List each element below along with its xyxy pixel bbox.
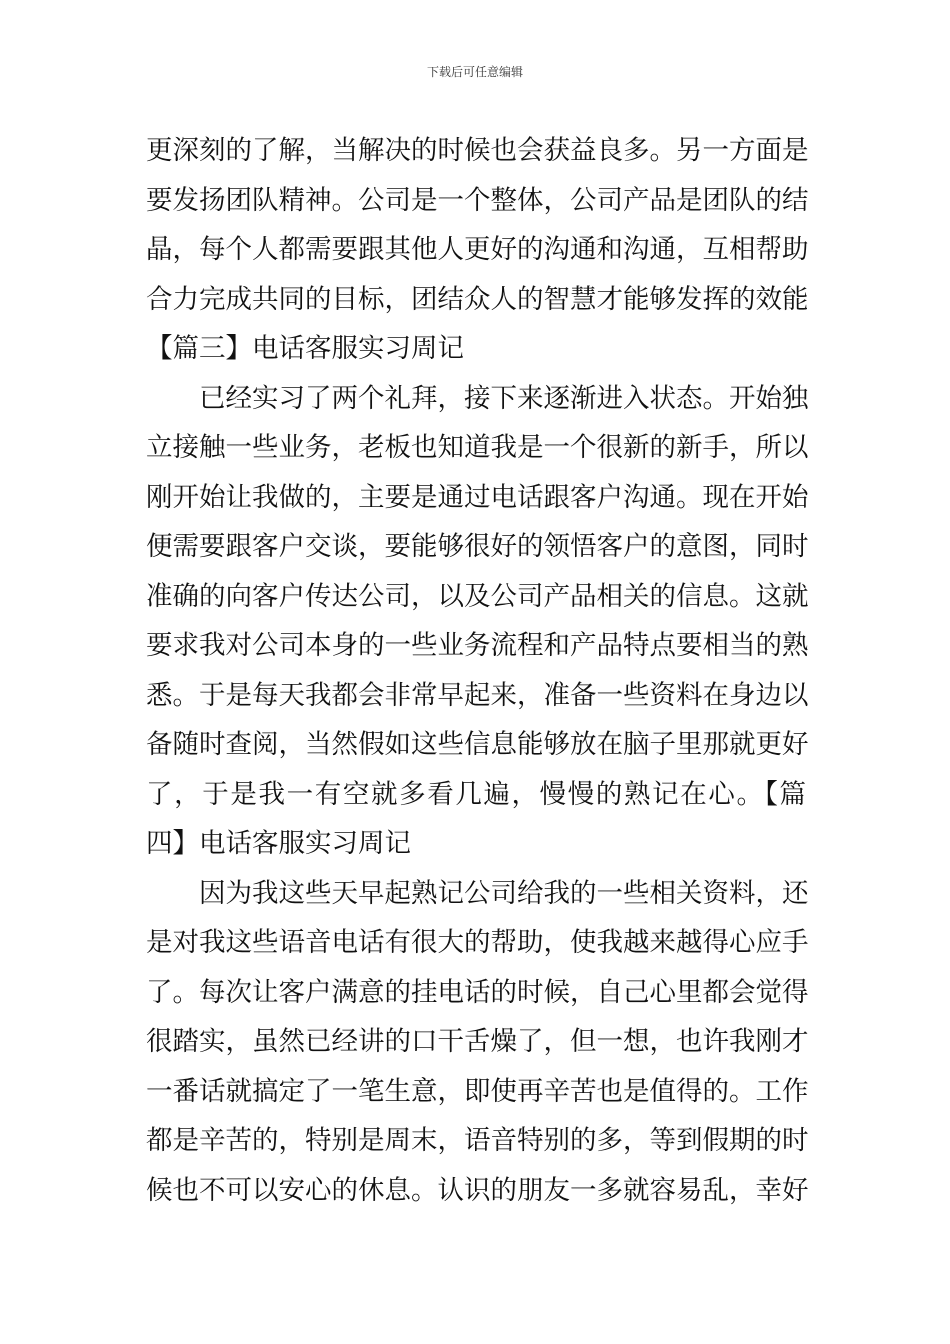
text-line: 是对我这些语音电话有很大的帮助，使我越来越得心应手 — [146, 927, 809, 958]
text-line: 更深刻的了解，当解决的时候也会获益良多。另一方面是 — [146, 135, 809, 166]
text-line: 都是辛苦的，特别是周末，语音特别的多，等到假期的时 — [146, 1125, 809, 1156]
text-line: 要求我对公司本身的一些业务流程和产品特点要相当的熟 — [146, 630, 809, 661]
paragraph-first-line: 因为我这些天早起熟记公司给我的一些相关资料，还 — [199, 877, 809, 909]
text-line: 一番话就搞定了一笔生意，即使再辛苦也是值得的。工作 — [146, 1075, 809, 1107]
text-line: 晶，每个人都需要跟其他人更好的沟通和沟通，互相帮助 — [146, 234, 809, 265]
text-line: 了。每次让客户满意的挂电话的时候，自己心里都会觉得 — [146, 976, 809, 1008]
paragraph-first-line: 已经实习了两个礼拜，接下来逐渐进入状态。开始独 — [199, 382, 809, 414]
text-line: 要发扬团队精神。公司是一个整体，公司产品是团队的结 — [146, 184, 809, 216]
text-line: 便需要跟客户交谈，要能够很好的领悟客户的意图，同时 — [146, 531, 809, 562]
text-line: 很踏实，虽然已经讲的口干舌燥了，但一想，也许我刚才 — [146, 1026, 809, 1057]
text-line: 准确的向客户传达公司，以及公司产品相关的信息。这就 — [146, 580, 809, 612]
text-line: 刚开始让我做的，主要是通过电话跟客户沟通。现在开始 — [146, 481, 809, 513]
document-body — [146, 126, 809, 1215]
page-header: 下载后可任意编辑 — [426, 65, 523, 79]
text-line: 了，于是我一有空就多看几遍，慢慢的熟记在心。【篇 — [146, 778, 806, 810]
text-line: 悉。于是每天我都会非常早起来，准备一些资料在身边以 — [146, 679, 809, 711]
text-line: 备随时查阅，当然假如这些信息能够放在脑子里那就更好 — [146, 729, 809, 760]
text-line: 合力完成共同的目标，团结众人的智慧才能够发挥的效能 — [146, 283, 809, 315]
section-heading: 四】电话客服实习周记 — [146, 828, 411, 859]
text-line: 候也不可以安心的休息。认识的朋友一多就容易乱，幸好 — [146, 1174, 809, 1206]
text-line: 立接触一些业务，老板也知道我是一个很新的新手，所以 — [146, 432, 809, 463]
section-heading: 【篇三】电话客服实习周记 — [146, 333, 464, 364]
